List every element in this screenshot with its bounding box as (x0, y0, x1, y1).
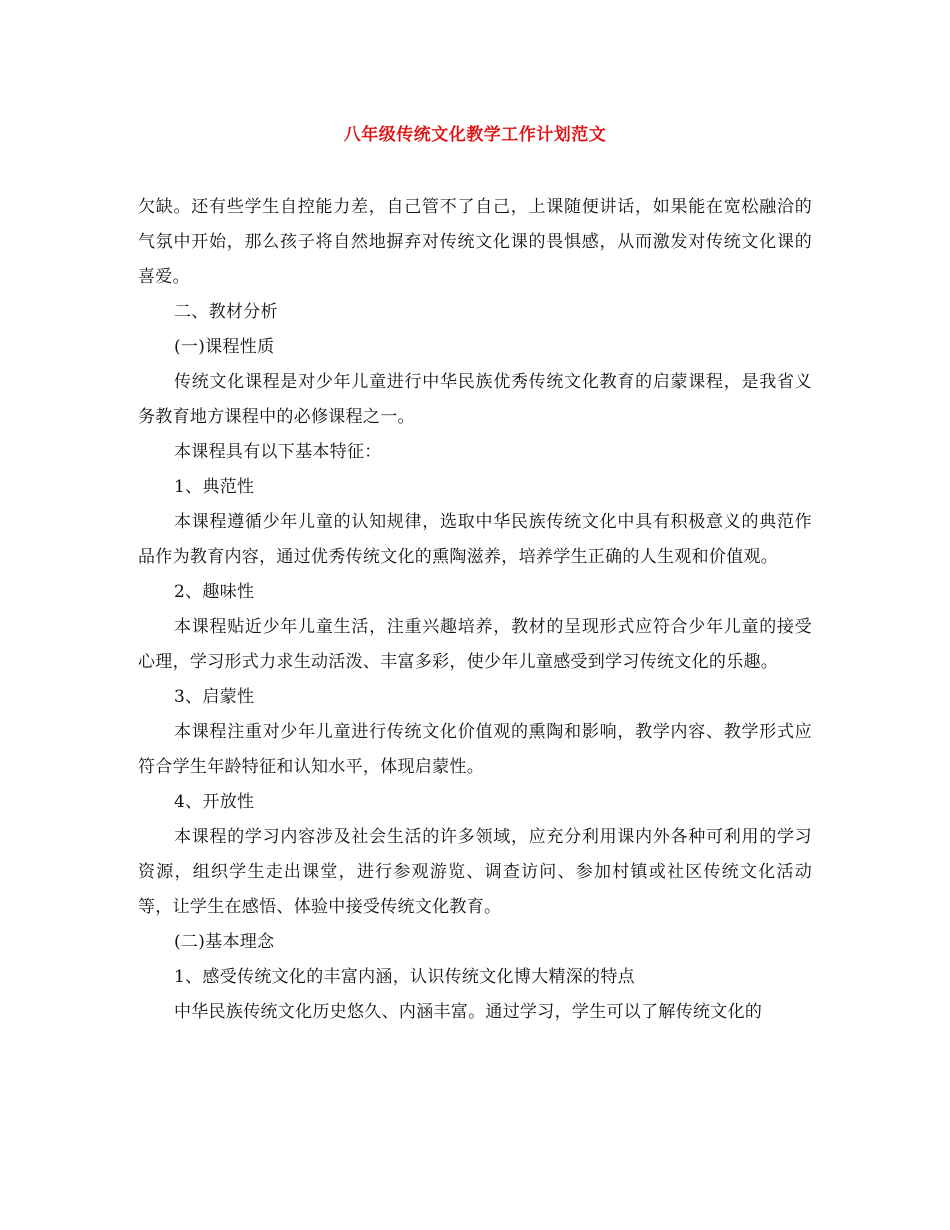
paragraph: 本课程遵循少年儿童的认知规律，选取中华民族传统文化中具有积极意义的典范作品作为教育内容，通过优秀传统文化的熏陶滋养，培养学生正确的人生观和价值观。 (138, 512, 812, 567)
document-title: 八年级传统文化教学工作计划范文 (343, 125, 607, 145)
paragraph: 二、教材分析 (174, 302, 278, 322)
paragraph: 本课程具有以下基本特征： (174, 442, 382, 462)
paragraph: 1、典范性 (174, 477, 255, 497)
paragraph: 欠缺。还有些学生自控能力差，自己管不了自己，上课随便讲话，如果能在宽松融洽的气氛中开始，那么孩子将自然地摒弃对传统文化课的畏惧感，从而激发对传统文化课的喜爱。 (138, 197, 812, 287)
paragraph: 4、开放性 (174, 792, 255, 812)
paragraph: (一)课程性质 (174, 337, 275, 357)
paragraph: 本课程贴近少年儿童生活，注重兴趣培养，教材的呈现形式应符合少年儿童的接受心理，学习形式力求生动活泼、丰富多彩，使少年儿童感受到学习传统文化的乐趣。 (138, 617, 812, 672)
paragraph: 传统文化课程是对少年儿童进行中华民族优秀传统文化教育的启蒙课程，是我省义务教育地方课程中的必修课程之一。 (138, 372, 812, 427)
document-body (138, 190, 812, 1030)
paragraph: 本课程的学习内容涉及社会生活的许多领域，应充分利用课内外各种可利用的学习资源，组织学生走出课堂，进行参观游览、调查访问、参加村镇或社区传统文化活动等，让学生在感悟、体验中接受传统文化教育。 (138, 827, 812, 917)
paragraph: 3、启蒙性 (174, 687, 255, 707)
paragraph: 1、感受传统文化的丰富内涵，认识传统文化博大精深的特点 (174, 967, 635, 987)
paragraph: 2、趣味性 (174, 582, 255, 602)
paragraph: 中华民族传统文化历史悠久、内涵丰富。通过学习，学生可以了解传统文化的 (174, 1002, 763, 1022)
paragraph: 本课程注重对少年儿童进行传统文化价值观的熏陶和影响，教学内容、教学形式应符合学生年龄特征和认知水平，体现启蒙性。 (138, 722, 812, 777)
paragraph: (二)基本理念 (174, 932, 275, 952)
